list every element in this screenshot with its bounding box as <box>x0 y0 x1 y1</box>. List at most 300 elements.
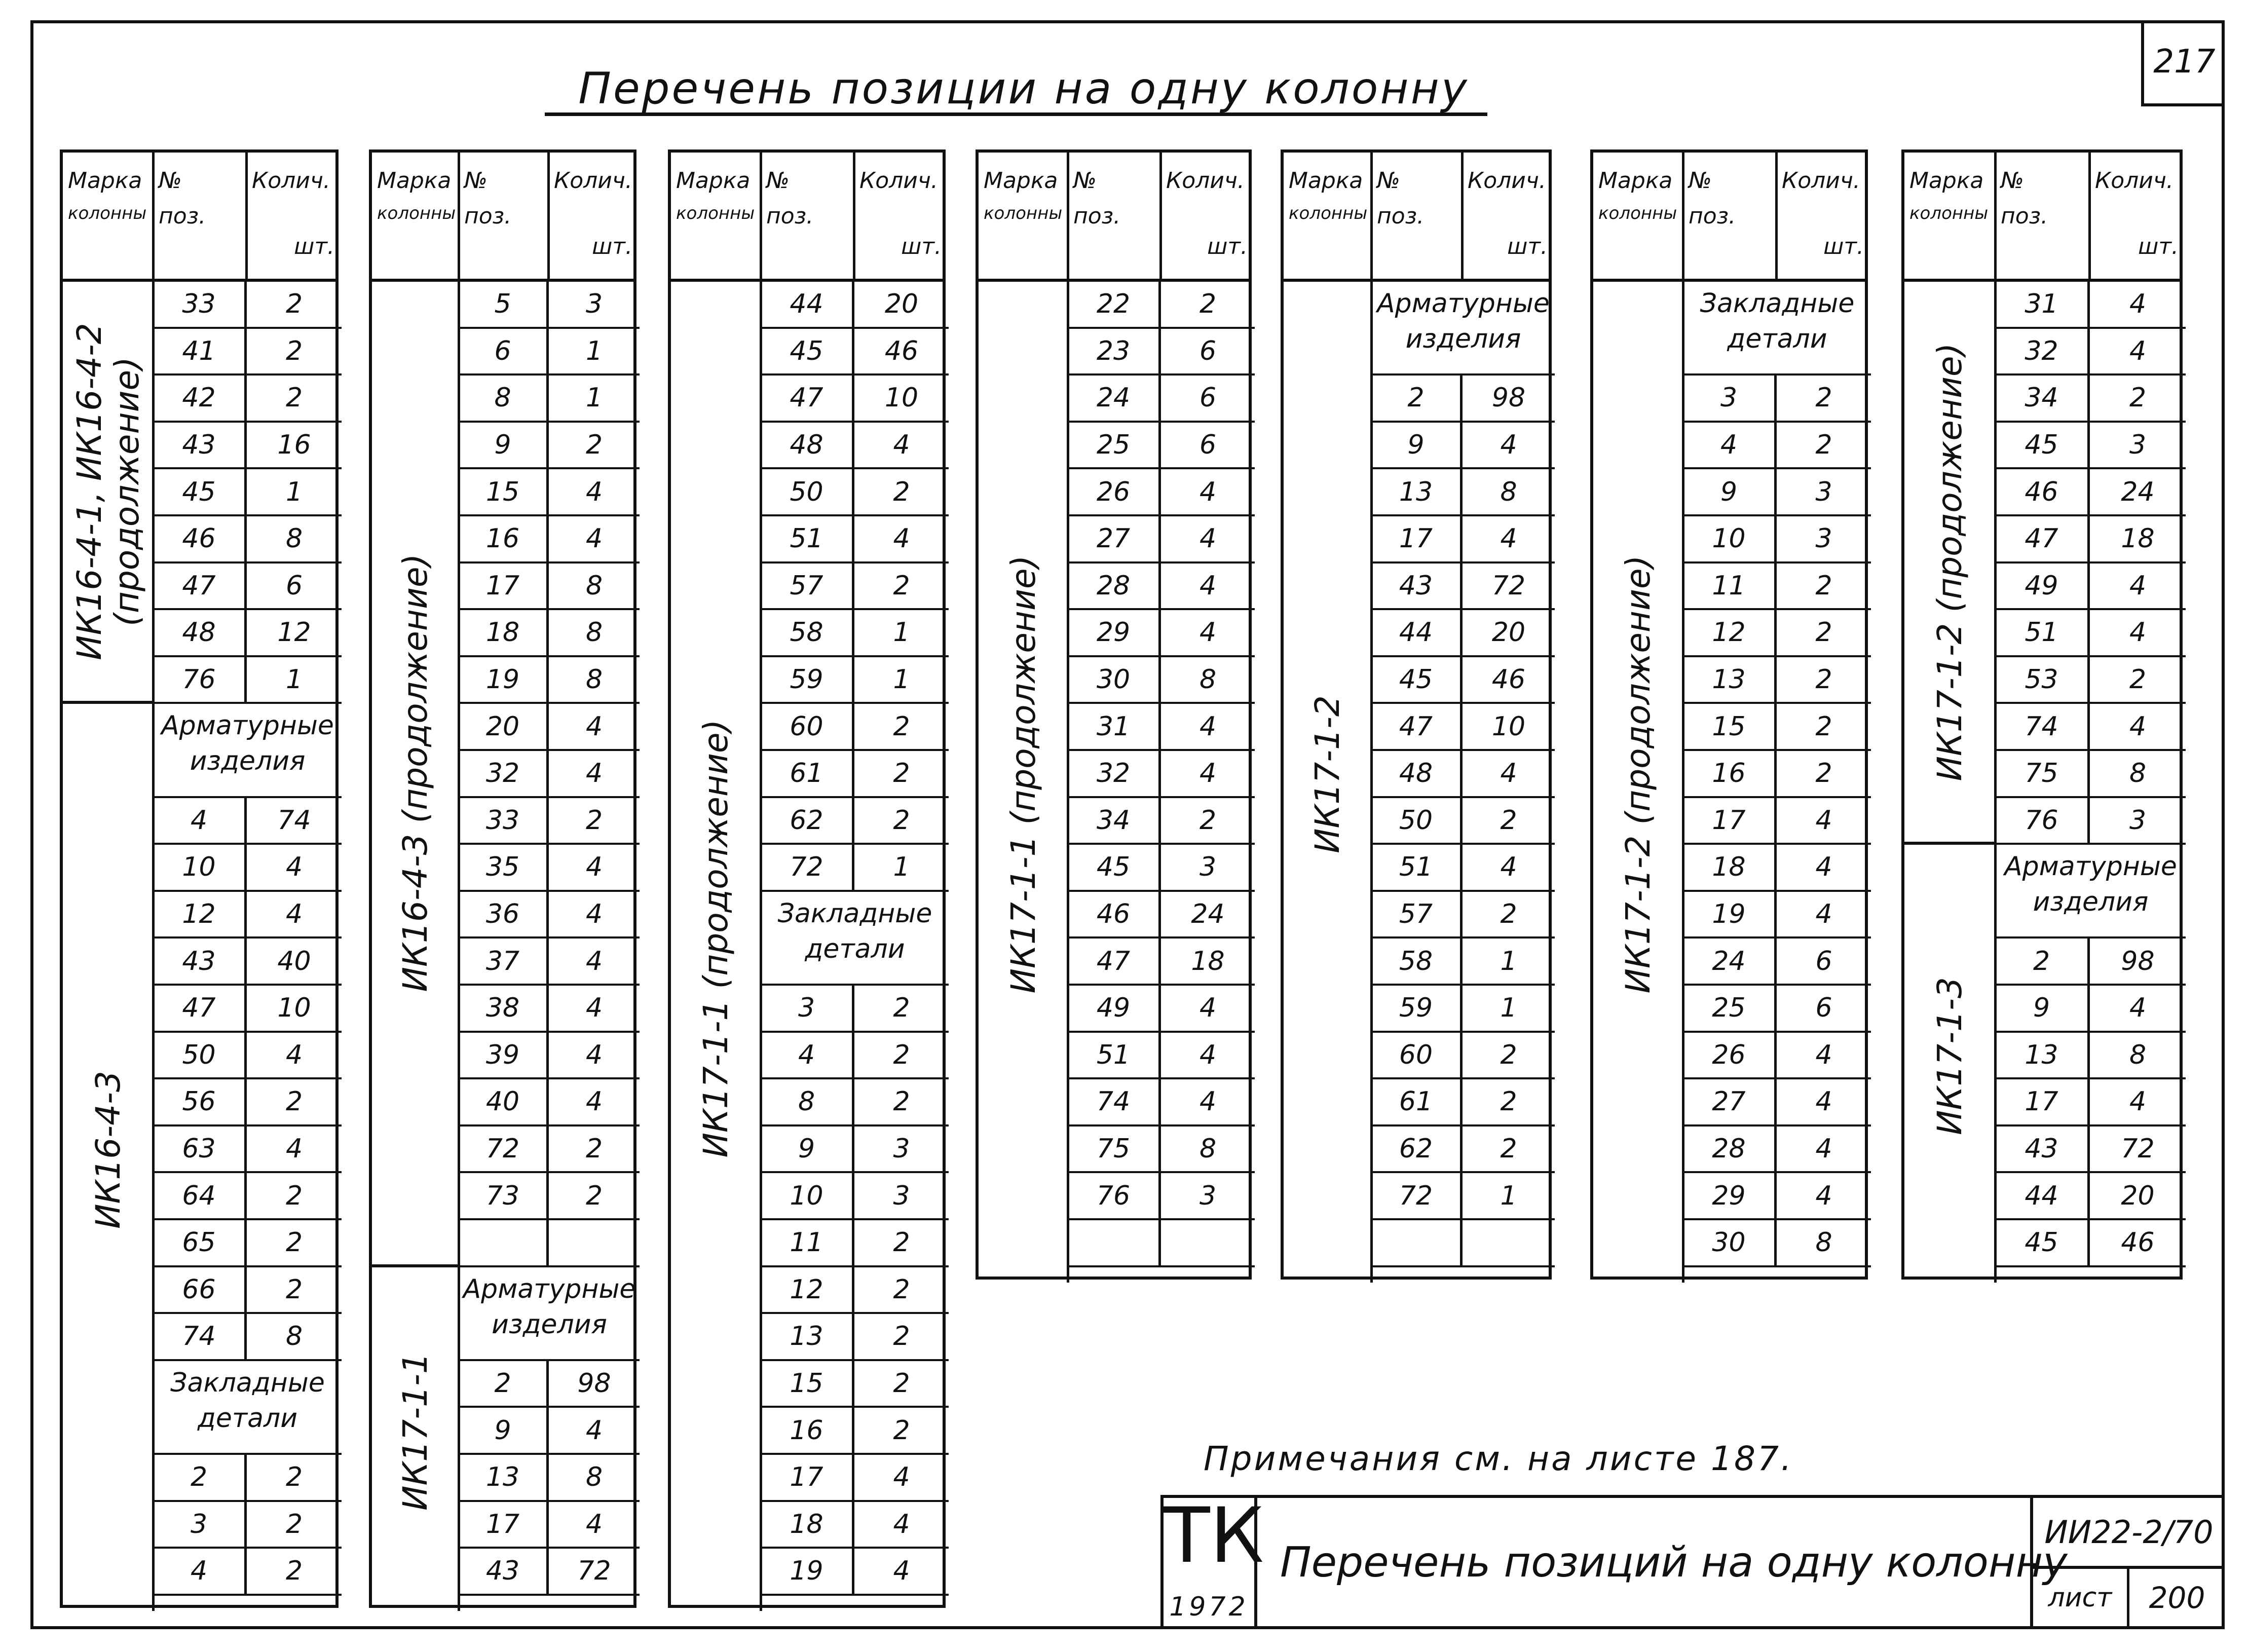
quantity-cell: 98 <box>2090 938 2186 986</box>
position-number-cell: 13 <box>1683 657 1777 704</box>
header-text: колонны <box>676 203 755 223</box>
position-number-cell: 57 <box>1372 892 1463 939</box>
mark-block <box>372 1267 459 1596</box>
quantity-cell: 2 <box>1161 798 1255 845</box>
quantity-cell: 4 <box>1777 1173 1871 1220</box>
position-number-cell: 12 <box>761 1267 854 1315</box>
quantity-cell: 4 <box>1161 986 1255 1033</box>
col-qty-header <box>2090 153 2186 279</box>
quantity-cell: 2 <box>1777 657 1871 704</box>
quantity-cell: 40 <box>247 938 342 986</box>
quantity-cell: 8 <box>549 610 640 657</box>
position-number-cell: 60 <box>761 704 854 751</box>
position-number-cell: 60 <box>1372 1033 1463 1080</box>
header-text: поз. <box>1689 203 1736 229</box>
position-number-cell: 43 <box>154 938 247 986</box>
positions-table <box>1281 149 1552 1280</box>
quantity-cell: 8 <box>247 1314 342 1361</box>
position-number-cell: 45 <box>1068 845 1161 892</box>
position-number-cell: 49 <box>1068 986 1161 1033</box>
quantity-cell: 4 <box>1161 469 1255 516</box>
position-number-cell: 13 <box>1996 1033 2090 1080</box>
section-heading: Закладные детали <box>761 892 949 986</box>
quantity-cell: 4 <box>1777 1033 1871 1080</box>
header-text: шт. <box>294 234 334 259</box>
position-number-cell: 33 <box>459 798 549 845</box>
quantity-cell: 20 <box>2090 1173 2186 1220</box>
header-text: поз. <box>2001 203 2048 229</box>
position-number-cell: 43 <box>459 1549 549 1596</box>
column-mark-label: ИК16-4-3 <box>88 1071 128 1229</box>
quantity-cell: 3 <box>1777 469 1871 516</box>
quantity-cell: 10 <box>1463 704 1555 751</box>
quantity-cell: 3 <box>1777 516 1871 564</box>
col-qty-header <box>1463 153 1555 279</box>
mark-block <box>1284 282 1372 1267</box>
position-number-cell: 4 <box>761 1033 854 1080</box>
quantity-cell: 4 <box>2090 282 2186 329</box>
column-mark-label: ИК17-1-2 <box>1308 695 1347 854</box>
quantity-cell: 2 <box>854 1033 949 1080</box>
sheet-number: 217 <box>2141 20 2225 106</box>
quantity-cell: 4 <box>854 516 949 564</box>
column-mark-label: ИК17-1-2 (продолжение) <box>1619 555 1658 994</box>
position-number-cell: 34 <box>1068 798 1161 845</box>
quantity-cell: 6 <box>1777 938 1871 986</box>
quantity-cell: 4 <box>549 986 640 1033</box>
header-text: Марка <box>1909 168 1984 194</box>
quantity-cell: 2 <box>854 986 949 1033</box>
quantity-cell: 4 <box>1777 892 1871 939</box>
quantity-cell: 72 <box>549 1549 640 1596</box>
position-number-cell: 9 <box>1683 469 1777 516</box>
position-number-cell: 47 <box>154 986 247 1033</box>
col-mark-header <box>63 153 154 279</box>
position-number-cell: 35 <box>459 845 549 892</box>
column-mark-label: ИК16-4-3 (продолжение) <box>396 553 435 992</box>
header-text: поз. <box>766 203 814 229</box>
quantity-cell: 24 <box>1161 892 1255 939</box>
quantity-cell: 4 <box>549 1502 640 1549</box>
column-mark-label: ИК17-1-1 (продолжение) <box>696 720 735 1158</box>
position-number-cell: 53 <box>1996 657 2090 704</box>
position-number-cell: 47 <box>1996 516 2090 564</box>
position-number-cell: 30 <box>1068 657 1161 704</box>
position-number-cell: 6 <box>459 329 549 376</box>
quantity-cell: 4 <box>247 892 342 939</box>
position-number-cell: 20 <box>459 704 549 751</box>
quantity-cell: 4 <box>2090 986 2186 1033</box>
position-number-cell: 72 <box>761 845 854 892</box>
section-heading: Арматурные изделия <box>1996 845 2186 938</box>
position-number-cell: 19 <box>459 657 549 704</box>
header-text: Марка <box>676 168 751 194</box>
position-number-cell: 13 <box>1372 469 1463 516</box>
position-number-cell: 45 <box>154 469 247 516</box>
table-header <box>372 153 633 282</box>
header-text: колонны <box>1909 203 1989 223</box>
position-number-cell: 16 <box>761 1408 854 1455</box>
quantity-cell: 1 <box>549 329 640 376</box>
quantity-cell: 46 <box>2090 1220 2186 1267</box>
quantity-cell: 2 <box>854 798 949 845</box>
position-number-cell: 43 <box>154 423 247 470</box>
header-text: № <box>464 168 488 194</box>
position-number-cell: 25 <box>1683 986 1777 1033</box>
quantity-cell: 8 <box>1161 657 1255 704</box>
position-number-cell: 16 <box>459 516 549 564</box>
position-number-cell: 46 <box>154 516 247 564</box>
position-number-cell: 3 <box>761 986 854 1033</box>
col-mark-header <box>1904 153 1996 279</box>
col-pos-header <box>1683 153 1777 279</box>
col-qty-header <box>247 153 342 279</box>
position-number-cell: 46 <box>1068 892 1161 939</box>
col-pos-header <box>1996 153 2090 279</box>
title-underline <box>545 112 1487 116</box>
quantity-cell: 2 <box>247 1267 342 1315</box>
header-text: шт. <box>1507 234 1548 259</box>
quantity-cell: 8 <box>549 1455 640 1502</box>
quantity-cell: 4 <box>1161 1079 1255 1127</box>
position-number-cell: 51 <box>761 516 854 564</box>
quantity-cell: 4 <box>1463 423 1555 470</box>
position-number-cell: 15 <box>459 469 549 516</box>
quantity-cell: 2 <box>2090 657 2186 704</box>
section-heading: Арматурные изделия <box>1372 282 1555 376</box>
header-text: Колич. <box>252 168 330 194</box>
position-number-cell: 56 <box>154 1079 247 1127</box>
quantity-cell: 8 <box>1777 1220 1871 1267</box>
quantity-cell: 46 <box>854 329 949 376</box>
sheet-label: лист <box>2033 1566 2129 1629</box>
mark-block <box>1593 282 1683 1267</box>
col-pos-header <box>1372 153 1463 279</box>
position-number-cell: 74 <box>1068 1079 1161 1127</box>
column-rule <box>547 153 550 282</box>
quantity-cell: 4 <box>247 845 342 892</box>
position-number-cell <box>1068 1220 1161 1267</box>
quantity-cell: 4 <box>1161 564 1255 611</box>
quantity-cell: 4 <box>549 516 640 564</box>
quantity-cell: 2 <box>854 704 949 751</box>
quantity-cell: 2 <box>247 1173 342 1220</box>
quantity-cell: 2 <box>854 1267 949 1315</box>
position-number-cell: 11 <box>761 1220 854 1267</box>
quantity-cell: 2 <box>549 1173 640 1220</box>
table-header <box>1904 153 2180 282</box>
position-number-cell: 2 <box>154 1455 247 1502</box>
col-mark-header <box>1593 153 1683 279</box>
header-text: шт. <box>2138 234 2179 259</box>
position-number-cell: 47 <box>154 564 247 611</box>
org-cell <box>1164 1492 1264 1629</box>
position-number-cell: 50 <box>154 1033 247 1080</box>
position-number-cell: 27 <box>1068 516 1161 564</box>
position-number-cell: 45 <box>1996 423 2090 470</box>
table-header <box>979 153 1249 282</box>
position-number-cell: 40 <box>459 1079 549 1127</box>
position-number-cell: 36 <box>459 892 549 939</box>
position-number-cell: 8 <box>459 376 549 423</box>
position-number-cell: 51 <box>1996 610 2090 657</box>
header-text: колонны <box>1289 203 1368 223</box>
quantity-cell: 1 <box>247 469 342 516</box>
quantity-cell: 6 <box>1161 376 1255 423</box>
positions-table <box>976 149 1252 1280</box>
quantity-cell: 2 <box>2090 376 2186 423</box>
header-text: шт. <box>1207 234 1248 259</box>
position-number-cell: 50 <box>1372 798 1463 845</box>
header-text: Марка <box>984 168 1058 194</box>
quantity-cell: 4 <box>1777 798 1871 845</box>
position-number-cell: 62 <box>761 798 854 845</box>
header-text: № <box>1377 168 1400 194</box>
column-mark-label: ИК16-4-1, ИК16-4-2 (продолжение) <box>69 322 146 660</box>
position-number-cell: 45 <box>1996 1220 2090 1267</box>
position-number-cell: 17 <box>1683 798 1777 845</box>
position-number-cell: 18 <box>459 610 549 657</box>
position-number-cell: 2 <box>459 1361 549 1408</box>
quantity-cell: 4 <box>549 1033 640 1080</box>
section-heading: Арматурные изделия <box>154 704 342 798</box>
quantity-cell: 4 <box>549 892 640 939</box>
quantity-cell: 1 <box>549 376 640 423</box>
quantity-cell: 4 <box>2090 704 2186 751</box>
quantity-cell: 4 <box>1777 1127 1871 1174</box>
header-text: № <box>159 168 182 194</box>
quantity-cell: 2 <box>854 1314 949 1361</box>
table-header <box>671 153 943 282</box>
quantity-cell: 4 <box>1161 1033 1255 1080</box>
quantity-cell: 8 <box>549 657 640 704</box>
quantity-cell: 2 <box>1463 1079 1555 1127</box>
section-heading: Арматурные изделия <box>459 1267 640 1361</box>
position-number-cell: 4 <box>154 1549 247 1596</box>
position-number-cell: 31 <box>1068 704 1161 751</box>
mark-block <box>63 704 154 1595</box>
quantity-cell: 2 <box>1777 704 1871 751</box>
quantity-cell: 4 <box>1161 751 1255 798</box>
position-number-cell: 59 <box>761 657 854 704</box>
position-number-cell: 45 <box>761 329 854 376</box>
header-text: поз. <box>464 203 512 229</box>
quantity-cell: 4 <box>549 1079 640 1127</box>
quantity-cell: 3 <box>2090 423 2186 470</box>
header-text: Марка <box>377 168 452 194</box>
quantity-cell: 2 <box>247 1455 342 1502</box>
position-number-cell: 58 <box>1372 938 1463 986</box>
header-text: Марка <box>1289 168 1363 194</box>
quantity-cell: 3 <box>549 282 640 329</box>
header-text: № <box>2001 168 2024 194</box>
header-text: поз. <box>159 203 206 229</box>
quantity-cell: 8 <box>2090 751 2186 798</box>
position-number-cell: 9 <box>459 423 549 470</box>
position-number-cell: 76 <box>1068 1173 1161 1220</box>
quantity-cell: 2 <box>854 564 949 611</box>
position-number-cell: 9 <box>1996 986 2090 1033</box>
quantity-cell: 8 <box>1161 1127 1255 1174</box>
column-mark-label: ИК17-1-2 (продолжение) <box>1930 343 1969 781</box>
quantity-cell: 10 <box>854 376 949 423</box>
header-text: № <box>1689 168 1712 194</box>
page-title: Перечень позиции на одну колонну <box>578 63 1469 114</box>
quantity-cell: 2 <box>549 798 640 845</box>
quantity-cell: 4 <box>1463 516 1555 564</box>
col-qty-header <box>854 153 949 279</box>
quantity-cell: 4 <box>549 845 640 892</box>
position-number-cell: 2 <box>1996 938 2090 986</box>
position-number-cell: 3 <box>154 1502 247 1549</box>
quantity-cell: 2 <box>549 1127 640 1174</box>
quantity-cell: 2 <box>1463 892 1555 939</box>
year: 1972 <box>1169 1592 1249 1622</box>
position-number-cell: 47 <box>1068 938 1161 986</box>
position-number-cell: 10 <box>1683 516 1777 564</box>
position-number-cell: 17 <box>1996 1079 2090 1127</box>
position-number-cell <box>459 1220 549 1267</box>
position-number-cell: 41 <box>154 329 247 376</box>
position-number-cell: 61 <box>1372 1079 1463 1127</box>
quantity-cell: 98 <box>549 1361 640 1408</box>
position-number-cell: 11 <box>1683 564 1777 611</box>
quantity-cell: 2 <box>247 1079 342 1127</box>
header-text: Колич. <box>1166 168 1245 194</box>
header-text: поз. <box>1073 203 1121 229</box>
header-text: № <box>766 168 790 194</box>
quantity-cell: 4 <box>854 423 949 470</box>
position-number-cell: 61 <box>761 751 854 798</box>
quantity-cell: 4 <box>247 1127 342 1174</box>
column-mark-label: ИК17-1-3 <box>1930 977 1969 1135</box>
quantity-cell: 2 <box>1777 423 1871 470</box>
quantity-cell: 4 <box>549 1408 640 1455</box>
quantity-cell: 2 <box>1777 376 1871 423</box>
position-number-cell: 65 <box>154 1220 247 1267</box>
position-number-cell: 58 <box>761 610 854 657</box>
quantity-cell: 2 <box>247 329 342 376</box>
quantity-cell: 4 <box>2090 610 2186 657</box>
position-number-cell: 57 <box>761 564 854 611</box>
quantity-cell: 6 <box>1161 329 1255 376</box>
quantity-cell: 8 <box>549 564 640 611</box>
quantity-cell: 2 <box>1463 1033 1555 1080</box>
sheet-value: 200 <box>2149 1580 2205 1615</box>
quantity-cell: 72 <box>2090 1127 2186 1174</box>
position-number-cell: 38 <box>459 986 549 1033</box>
column-rule <box>2088 153 2091 282</box>
position-number-cell: 24 <box>1683 938 1777 986</box>
position-number-cell: 59 <box>1372 986 1463 1033</box>
header-text: Колич. <box>2095 168 2173 194</box>
position-number-cell: 76 <box>1996 798 2090 845</box>
position-number-cell: 9 <box>459 1408 549 1455</box>
position-number-cell: 48 <box>154 610 247 657</box>
quantity-cell: 2 <box>1463 798 1555 845</box>
position-number-cell: 48 <box>761 423 854 470</box>
position-number-cell: 45 <box>1372 657 1463 704</box>
quantity-cell: 4 <box>1777 1079 1871 1127</box>
col-pos-header <box>761 153 854 279</box>
quantity-cell: 2 <box>854 751 949 798</box>
quantity-cell: 1 <box>854 610 949 657</box>
position-number-cell: 62 <box>1372 1127 1463 1174</box>
position-number-cell: 10 <box>761 1173 854 1220</box>
position-number-cell: 18 <box>1683 845 1777 892</box>
column-rule <box>1159 153 1162 282</box>
quantity-cell: 4 <box>2090 564 2186 611</box>
quantity-cell: 4 <box>549 751 640 798</box>
position-number-cell: 28 <box>1068 564 1161 611</box>
position-number-cell: 17 <box>459 564 549 611</box>
col-pos-header <box>1068 153 1161 279</box>
quantity-cell: 2 <box>247 282 342 329</box>
position-number-cell: 17 <box>459 1502 549 1549</box>
col-qty-header <box>549 153 640 279</box>
header-text: Марка <box>1598 168 1673 194</box>
col-pos-header <box>459 153 549 279</box>
position-number-cell: 29 <box>1068 610 1161 657</box>
quantity-cell: 2 <box>1777 751 1871 798</box>
column-rule <box>245 153 248 282</box>
mark-block <box>372 282 459 1267</box>
header-text: колонны <box>68 203 147 223</box>
quantity-cell: 2 <box>854 1361 949 1408</box>
quantity-cell: 4 <box>2090 1079 2186 1127</box>
position-number-cell: 4 <box>154 798 247 845</box>
position-number-cell: 49 <box>1996 564 2090 611</box>
header-text: Колич. <box>554 168 632 194</box>
position-number-cell: 15 <box>1683 704 1777 751</box>
quantity-cell: 2 <box>854 469 949 516</box>
column-rule <box>1461 153 1464 282</box>
header-text: шт. <box>1823 234 1864 259</box>
sheet-cell <box>2030 1566 2225 1629</box>
position-number-cell: 34 <box>1996 376 2090 423</box>
quantity-cell: 2 <box>247 1549 342 1596</box>
position-number-cell: 75 <box>1996 751 2090 798</box>
quantity-cell: 20 <box>854 282 949 329</box>
position-number-cell: 26 <box>1683 1033 1777 1080</box>
position-number-cell: 19 <box>761 1549 854 1596</box>
position-number-cell: 43 <box>1996 1127 2090 1174</box>
quantity-cell: 4 <box>247 1033 342 1080</box>
position-number-cell: 30 <box>1683 1220 1777 1267</box>
position-number-cell: 22 <box>1068 282 1161 329</box>
quantity-cell: 74 <box>247 798 342 845</box>
quantity-cell: 18 <box>2090 516 2186 564</box>
quantity-cell: 72 <box>1463 564 1555 611</box>
positions-table <box>369 149 636 1608</box>
position-number-cell: 12 <box>154 892 247 939</box>
position-number-cell: 32 <box>459 751 549 798</box>
position-number-cell: 64 <box>154 1173 247 1220</box>
header-text: Марка <box>68 168 142 194</box>
position-number-cell: 73 <box>459 1173 549 1220</box>
position-number-cell: 17 <box>761 1455 854 1502</box>
position-number-cell: 2 <box>1372 376 1463 423</box>
mark-block <box>63 282 154 704</box>
col-qty-header <box>1777 153 1871 279</box>
quantity-cell: 4 <box>854 1502 949 1549</box>
position-number-cell: 47 <box>761 376 854 423</box>
position-number-cell: 25 <box>1068 423 1161 470</box>
quantity-cell: 4 <box>854 1455 949 1502</box>
stamp-title: Перечень позиций на одну колонну <box>1280 1538 2068 1587</box>
quantity-cell: 98 <box>1463 376 1555 423</box>
quantity-cell: 3 <box>1161 845 1255 892</box>
